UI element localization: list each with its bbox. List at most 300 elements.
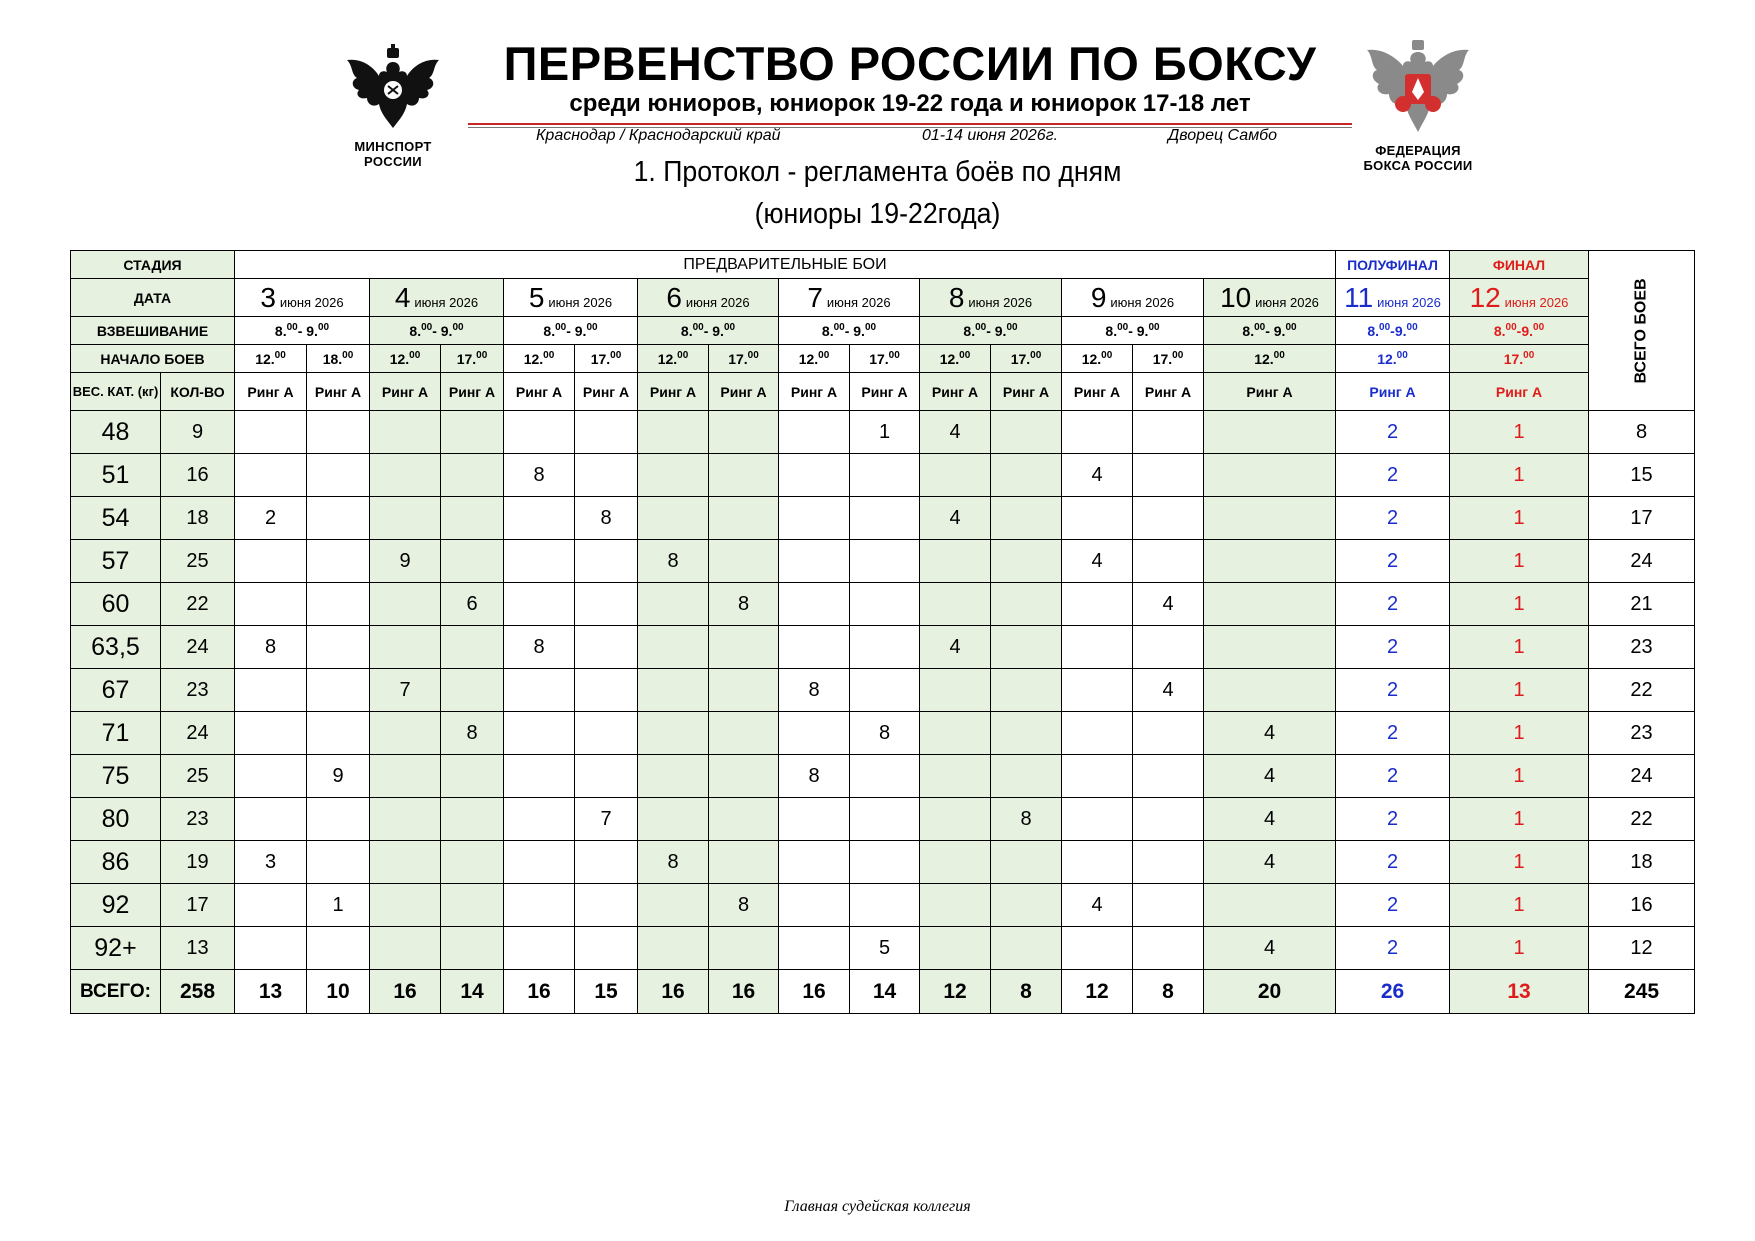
ring-label: Ринг А xyxy=(1336,373,1450,411)
table-row xyxy=(71,454,1695,497)
bout-count-cell xyxy=(709,712,779,755)
bout-count-cell: 4 xyxy=(920,497,991,540)
bout-count-cell: 6 xyxy=(441,583,504,626)
bout-count-cell xyxy=(1204,497,1336,540)
date-cell xyxy=(638,279,779,317)
date-label: ДАТА xyxy=(71,279,235,317)
bout-count-cell xyxy=(638,626,709,669)
table-row xyxy=(71,497,1695,540)
title-rule-red xyxy=(468,123,1352,125)
bout-count-cell: 2 xyxy=(1336,755,1450,798)
bout-count-cell xyxy=(504,712,575,755)
bout-count-cell xyxy=(235,411,307,454)
bout-count-cell: 1 xyxy=(1450,497,1589,540)
bout-count-cell: 2 xyxy=(1336,540,1450,583)
bout-count-cell xyxy=(235,755,307,798)
participant-count: 13 xyxy=(161,927,235,970)
row-total: 18 xyxy=(1589,841,1695,884)
column-total: 15 xyxy=(575,970,638,1014)
date-cell xyxy=(1204,279,1336,317)
bout-count-cell xyxy=(638,411,709,454)
boxing-federation-logo xyxy=(1348,38,1488,173)
bout-count-cell xyxy=(370,712,441,755)
table-row xyxy=(71,755,1695,798)
count-label: КОЛ-ВО xyxy=(161,373,235,411)
bout-count-cell xyxy=(779,884,850,927)
bout-count-cell xyxy=(638,454,709,497)
ring-label: Ринг А xyxy=(307,373,370,411)
start-time: 12.00 xyxy=(1204,345,1336,373)
bout-count-cell xyxy=(575,540,638,583)
bout-count-cell xyxy=(850,669,920,712)
participant-count: 25 xyxy=(161,540,235,583)
bout-count-cell xyxy=(307,841,370,884)
day-number: 12 xyxy=(1469,281,1501,313)
date-cell xyxy=(370,279,504,317)
day-month: июня 2026 xyxy=(685,294,750,310)
day-month: июня 2026 xyxy=(1255,294,1319,310)
bout-count-cell xyxy=(575,927,638,970)
column-total: 10 xyxy=(307,970,370,1014)
total-bouts-header xyxy=(1589,251,1695,411)
participant-count: 24 xyxy=(161,626,235,669)
weight-category: 57 xyxy=(71,540,161,583)
bout-count-cell xyxy=(504,755,575,798)
participant-count: 9 xyxy=(161,411,235,454)
bout-count-cell xyxy=(575,411,638,454)
weight-cat-label: ВЕС. КАТ. (кг) xyxy=(71,373,161,411)
bout-count-cell xyxy=(850,841,920,884)
bout-count-cell: 1 xyxy=(1450,411,1589,454)
bout-count-cell xyxy=(307,927,370,970)
date-cell xyxy=(1336,279,1450,317)
bout-count-cell: 1 xyxy=(850,411,920,454)
total-bouts-label: ВСЕГО БОЕВ xyxy=(1632,277,1650,384)
stage-final: ФИНАЛ xyxy=(1450,251,1589,279)
bout-count-cell xyxy=(991,669,1062,712)
bout-count-cell: 4 xyxy=(920,626,991,669)
bout-count-cell xyxy=(504,927,575,970)
bout-count-cell: 2 xyxy=(1336,497,1450,540)
bout-count-cell: 2 xyxy=(1336,454,1450,497)
bout-count-cell xyxy=(709,497,779,540)
bout-count-cell: 1 xyxy=(1450,626,1589,669)
column-total: 12 xyxy=(1062,970,1133,1014)
date-cell xyxy=(779,279,920,317)
weighing-label: ВЗВЕШИВАНИЕ xyxy=(71,317,235,345)
start-time: 17.00 xyxy=(1450,345,1589,373)
bout-count-cell xyxy=(779,841,850,884)
bout-count-cell xyxy=(779,927,850,970)
day-number: 3 xyxy=(260,281,276,313)
bout-count-cell xyxy=(1204,884,1336,927)
day-number: 10 xyxy=(1220,281,1252,313)
bout-count-cell xyxy=(504,583,575,626)
weight-category: 63,5 xyxy=(71,626,161,669)
bout-count-cell xyxy=(991,755,1062,798)
column-total: 8 xyxy=(1133,970,1204,1014)
event-dates: 01-14 июня 2026г. xyxy=(922,127,1059,144)
day-month: июня 2026 xyxy=(279,294,344,310)
row-total: 8 xyxy=(1589,411,1695,454)
bout-count-cell xyxy=(575,454,638,497)
bout-count-cell xyxy=(1133,927,1204,970)
bout-count-cell xyxy=(1062,583,1133,626)
weight-category: 92 xyxy=(71,884,161,927)
bout-count-cell xyxy=(504,884,575,927)
bout-count-cell: 1 xyxy=(1450,583,1589,626)
bout-count-cell xyxy=(1133,411,1204,454)
bout-count-cell xyxy=(850,540,920,583)
bout-count-cell xyxy=(920,798,991,841)
bout-count-cell xyxy=(307,540,370,583)
bout-count-cell xyxy=(441,669,504,712)
start-time: 18.00 xyxy=(307,345,370,373)
bout-count-cell xyxy=(920,712,991,755)
start-time: 17.00 xyxy=(1133,345,1204,373)
bout-count-cell xyxy=(370,927,441,970)
date-cell xyxy=(1450,279,1589,317)
bout-count-cell xyxy=(370,755,441,798)
bout-count-cell xyxy=(850,798,920,841)
start-time: 17.00 xyxy=(575,345,638,373)
column-total: 16 xyxy=(504,970,575,1014)
ring-label: Ринг А xyxy=(575,373,638,411)
ring-label: Ринг А xyxy=(991,373,1062,411)
weight-category: 86 xyxy=(71,841,161,884)
table-row xyxy=(71,540,1695,583)
bout-count-cell: 8 xyxy=(779,755,850,798)
day-number: 9 xyxy=(1090,281,1107,313)
column-total: 16 xyxy=(370,970,441,1014)
ring-label: Ринг А xyxy=(1450,373,1589,411)
weighing-time: 8.00- 9.00 xyxy=(638,317,779,345)
row-total: 24 xyxy=(1589,540,1695,583)
bout-count-cell xyxy=(307,411,370,454)
weight-category: 48 xyxy=(71,411,161,454)
weight-category: 71 xyxy=(71,712,161,755)
bout-count-cell xyxy=(779,626,850,669)
bout-count-cell: 8 xyxy=(638,540,709,583)
bout-count-cell xyxy=(575,669,638,712)
table-row xyxy=(71,583,1695,626)
day-month: июня 2026 xyxy=(548,294,613,310)
stage-semifinal: ПОЛУФИНАЛ xyxy=(1336,251,1450,279)
ring-label: Ринг А xyxy=(709,373,779,411)
page-subtitle: среди юниоров, юниорок 19-22 года и юниорок 17-18 лет xyxy=(569,90,1251,117)
row-total: 24 xyxy=(1589,755,1695,798)
row-total: 16 xyxy=(1589,884,1695,927)
bout-count-cell xyxy=(370,583,441,626)
column-total: 16 xyxy=(779,970,850,1014)
row-total: 23 xyxy=(1589,712,1695,755)
bout-count-cell xyxy=(235,669,307,712)
bout-count-cell xyxy=(1062,841,1133,884)
bout-count-cell: 8 xyxy=(638,841,709,884)
bout-count-cell xyxy=(920,669,991,712)
bout-count-cell xyxy=(709,798,779,841)
column-total: 16 xyxy=(638,970,709,1014)
bout-count-cell: 2 xyxy=(1336,712,1450,755)
bout-count-cell xyxy=(1133,712,1204,755)
column-total: 14 xyxy=(850,970,920,1014)
start-time: 12.00 xyxy=(1062,345,1133,373)
bout-count-cell xyxy=(370,798,441,841)
ring-label: Ринг А xyxy=(1062,373,1133,411)
bout-count-cell: 8 xyxy=(441,712,504,755)
day-number: 5 xyxy=(528,281,545,313)
bout-count-cell: 7 xyxy=(370,669,441,712)
bout-count-cell xyxy=(504,798,575,841)
bout-count-cell xyxy=(1133,626,1204,669)
bout-count-cell xyxy=(441,540,504,583)
bout-count-cell xyxy=(920,454,991,497)
bout-count-cell xyxy=(850,884,920,927)
date-cell xyxy=(1062,279,1204,317)
federation-caption: ФЕДЕРАЦИЯ БОКСА РОССИИ xyxy=(1363,143,1473,173)
bout-count-cell xyxy=(920,755,991,798)
bout-count-cell xyxy=(1133,454,1204,497)
bout-count-cell xyxy=(1062,497,1133,540)
bout-count-cell: 8 xyxy=(850,712,920,755)
weight-category: 92+ xyxy=(71,927,161,970)
ring-label: Ринг А xyxy=(920,373,991,411)
bout-count-cell xyxy=(370,454,441,497)
row-total: 22 xyxy=(1589,669,1695,712)
ring-label: Ринг А xyxy=(370,373,441,411)
weight-category: 51 xyxy=(71,454,161,497)
bout-count-cell xyxy=(850,626,920,669)
bout-count-cell xyxy=(441,798,504,841)
day-month: июня 2026 xyxy=(1504,294,1569,310)
bout-count-cell xyxy=(575,884,638,927)
bout-count-cell xyxy=(235,712,307,755)
bout-count-cell xyxy=(638,712,709,755)
minsport-logo xyxy=(338,44,448,169)
bout-count-cell: 4 xyxy=(1133,583,1204,626)
bout-count-cell xyxy=(991,841,1062,884)
column-total: 16 xyxy=(709,970,779,1014)
day-number: 4 xyxy=(394,281,411,313)
bout-count-cell: 1 xyxy=(1450,540,1589,583)
bout-count-cell xyxy=(1204,583,1336,626)
column-total: 20 xyxy=(1204,970,1336,1014)
bout-count-cell xyxy=(1133,798,1204,841)
bout-count-cell xyxy=(504,497,575,540)
bout-count-cell: 2 xyxy=(235,497,307,540)
start-time: 12.00 xyxy=(920,345,991,373)
bout-count-cell xyxy=(1062,626,1133,669)
bout-count-cell xyxy=(1062,755,1133,798)
bout-count-cell xyxy=(638,927,709,970)
bout-count-cell xyxy=(1204,669,1336,712)
totals-row xyxy=(71,970,1695,1014)
bout-count-cell xyxy=(307,497,370,540)
weighing-time: 8.00- 9.00 xyxy=(1204,317,1336,345)
day-number: 6 xyxy=(666,281,682,313)
bout-count-cell xyxy=(441,841,504,884)
ring-label: Ринг А xyxy=(504,373,575,411)
weight-category: 60 xyxy=(71,583,161,626)
bout-count-cell: 8 xyxy=(779,669,850,712)
bout-count-cell xyxy=(307,798,370,841)
protocol-subtitle: (юниоры 19-22года) xyxy=(754,198,1001,230)
day-month: июня 2026 xyxy=(968,294,1033,310)
bout-count-cell xyxy=(441,927,504,970)
bout-count-cell xyxy=(991,583,1062,626)
bout-count-cell xyxy=(1204,626,1336,669)
bout-count-cell: 2 xyxy=(1336,841,1450,884)
bout-count-cell xyxy=(779,712,850,755)
bout-count-cell xyxy=(441,411,504,454)
minsport-caption: МИНСПОРТ РОССИИ xyxy=(354,139,432,169)
bout-count-cell xyxy=(638,755,709,798)
bout-count-cell xyxy=(991,497,1062,540)
bout-count-cell: 9 xyxy=(307,755,370,798)
column-total: 8 xyxy=(991,970,1062,1014)
participant-count: 16 xyxy=(161,454,235,497)
bout-count-cell xyxy=(779,411,850,454)
bout-count-cell xyxy=(441,884,504,927)
bout-count-cell xyxy=(920,583,991,626)
bout-count-cell xyxy=(1062,669,1133,712)
participant-count: 19 xyxy=(161,841,235,884)
bout-count-cell xyxy=(575,712,638,755)
event-venue: Дворец Самбо xyxy=(1168,127,1278,144)
bout-count-cell xyxy=(1062,712,1133,755)
day-number: 11 xyxy=(1344,281,1374,313)
bout-count-cell xyxy=(709,927,779,970)
bout-count-cell xyxy=(1133,884,1204,927)
bout-count-cell xyxy=(779,798,850,841)
bout-count-cell: 2 xyxy=(1336,798,1450,841)
weighing-time: 8.00- 9.00 xyxy=(920,317,1062,345)
bout-count-cell xyxy=(991,454,1062,497)
table-row xyxy=(71,411,1695,454)
weight-category: 67 xyxy=(71,669,161,712)
table-row xyxy=(71,927,1695,970)
bout-count-cell xyxy=(370,497,441,540)
bout-count-cell xyxy=(779,540,850,583)
bout-count-cell xyxy=(638,583,709,626)
bout-count-cell xyxy=(1062,798,1133,841)
bout-count-cell xyxy=(1133,497,1204,540)
bout-count-cell xyxy=(504,669,575,712)
bout-count-cell: 3 xyxy=(235,841,307,884)
bout-count-cell: 4 xyxy=(1204,798,1336,841)
ring-label: Ринг А xyxy=(638,373,709,411)
bout-count-cell xyxy=(575,841,638,884)
bout-count-cell xyxy=(709,454,779,497)
row-total: 23 xyxy=(1589,626,1695,669)
table-row xyxy=(71,712,1695,755)
start-time: 12.00 xyxy=(1336,345,1450,373)
bout-count-cell: 1 xyxy=(1450,755,1589,798)
bout-count-cell: 2 xyxy=(1336,411,1450,454)
bout-count-cell: 8 xyxy=(991,798,1062,841)
bout-schedule-table xyxy=(70,250,1695,1014)
bout-count-cell xyxy=(504,411,575,454)
bout-count-cell xyxy=(307,626,370,669)
start-time: 17.00 xyxy=(709,345,779,373)
weight-category: 54 xyxy=(71,497,161,540)
date-cell xyxy=(920,279,1062,317)
bout-count-cell xyxy=(991,712,1062,755)
bout-count-cell: 4 xyxy=(1062,454,1133,497)
table-row xyxy=(71,798,1695,841)
bout-count-cell xyxy=(709,755,779,798)
bout-count-cell xyxy=(709,411,779,454)
bout-count-cell xyxy=(441,454,504,497)
bout-count-cell xyxy=(235,454,307,497)
bout-count-cell xyxy=(779,497,850,540)
bout-count-cell xyxy=(1133,841,1204,884)
bout-count-cell xyxy=(575,626,638,669)
bout-count-cell: 8 xyxy=(504,626,575,669)
bout-count-cell: 1 xyxy=(1450,798,1589,841)
bout-count-cell xyxy=(1133,755,1204,798)
bout-count-cell xyxy=(991,884,1062,927)
bout-count-cell: 1 xyxy=(1450,927,1589,970)
total-label: ВСЕГО: xyxy=(71,970,161,1014)
start-time: 12.00 xyxy=(779,345,850,373)
date-cell xyxy=(235,279,370,317)
bout-count-cell xyxy=(235,927,307,970)
bout-count-cell: 2 xyxy=(1336,884,1450,927)
total-count: 258 xyxy=(161,970,235,1014)
bout-count-cell xyxy=(504,540,575,583)
bout-count-cell: 4 xyxy=(920,411,991,454)
row-total: 15 xyxy=(1589,454,1695,497)
bout-count-cell xyxy=(441,755,504,798)
start-time: 12.00 xyxy=(235,345,307,373)
weighing-time: 8.00-9.00 xyxy=(1336,317,1450,345)
bout-count-cell: 2 xyxy=(1336,626,1450,669)
bout-count-cell xyxy=(638,884,709,927)
bout-count-cell: 4 xyxy=(1204,841,1336,884)
bout-count-cell xyxy=(235,583,307,626)
ring-label: Ринг А xyxy=(1204,373,1336,411)
bout-count-cell: 2 xyxy=(1336,583,1450,626)
bout-count-cell xyxy=(370,626,441,669)
stage-label: СТАДИЯ xyxy=(71,251,235,279)
day-month: июня 2026 xyxy=(1110,294,1175,310)
day-month: июня 2026 xyxy=(826,294,891,310)
bout-count-cell xyxy=(1204,454,1336,497)
ring-label: Ринг А xyxy=(1133,373,1204,411)
bout-count-cell: 2 xyxy=(1336,927,1450,970)
bout-count-cell: 2 xyxy=(1336,669,1450,712)
participant-count: 23 xyxy=(161,798,235,841)
bout-count-cell: 4 xyxy=(1133,669,1204,712)
day-number: 8 xyxy=(948,281,965,313)
bout-count-cell: 1 xyxy=(1450,841,1589,884)
bout-count-cell: 4 xyxy=(1062,540,1133,583)
bout-count-cell xyxy=(920,884,991,927)
bout-count-cell xyxy=(1204,411,1336,454)
bout-count-cell: 4 xyxy=(1204,712,1336,755)
table-row xyxy=(71,626,1695,669)
bout-count-cell xyxy=(709,540,779,583)
bout-count-cell: 9 xyxy=(370,540,441,583)
bout-count-cell xyxy=(441,626,504,669)
bout-count-cell xyxy=(370,411,441,454)
bout-count-cell xyxy=(991,540,1062,583)
day-number: 7 xyxy=(807,281,823,313)
bout-count-cell xyxy=(709,669,779,712)
column-total: 12 xyxy=(920,970,991,1014)
bout-count-cell xyxy=(638,497,709,540)
